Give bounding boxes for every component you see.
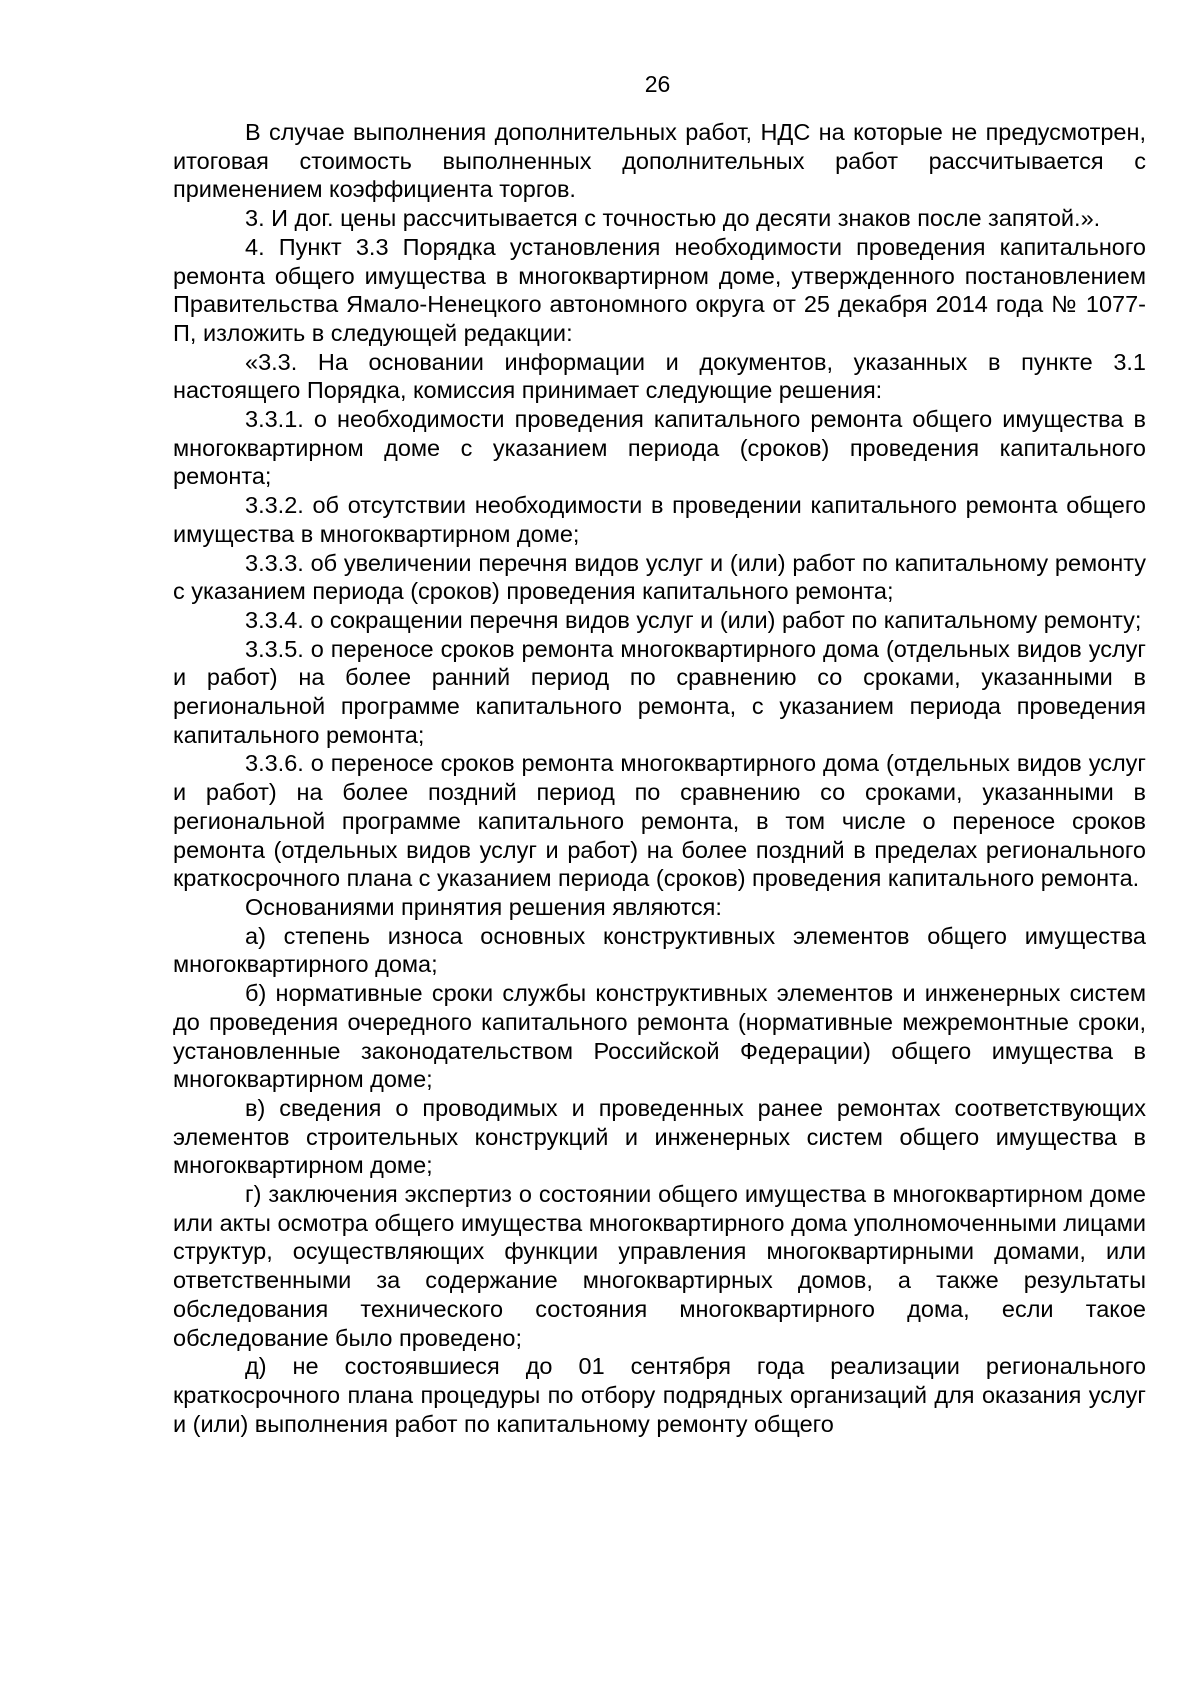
paragraph: 3.3.4. о сокращении перечня видов услуг и (или) работ по капитальному ремонту; <box>245 606 1142 633</box>
paragraph: 4. Пункт 3.3 Порядка установления необходимости проведения капитального ремонта общего имущества в многоквартирном доме, утвержденного постановлением Правительства Ямало-Ненецкого автономного округа от 25 декабря 2014 года № 1077-П, изложить в следующей редакции: <box>173 233 1146 346</box>
paragraph: 3.3.2. об отсутствии необходимости в проведении капитального ремонта общего имущества в многоквартирном доме; <box>173 492 1146 547</box>
paragraph: 3.3.6. о переносе сроков ремонта многоквартирного дома (отдельных видов услуг и работ) на более поздний период по сравнению со сроками, указанными в региональной программе капитального ремонта, в том числе о переносе сроков ремонта (отдельных видов услуг и работ) на более поздний в пределах регионального краткосрочного плана с указанием периода (сроков) проведения капитального ремонта. <box>173 750 1146 892</box>
paragraph: б) нормативные сроки службы конструктивных элементов и инженерных систем до проведения очередного капитального ремонта (нормативные межремонтные сроки, установленные законодательством Российской Федерации) общего имущества в многоквартирном доме; <box>173 980 1146 1093</box>
document-body <box>173 118 1146 1438</box>
paragraph: 3.3.1. о необходимости проведения капитального ремонта общего имущества в многоквартирном доме с указанием периода (сроков) проведения капитального ремонта; <box>173 406 1146 490</box>
paragraph: в) сведения о проводимых и проведенных ранее ремонтах соответствующих элементов строительных конструкций и инженерных систем общего имущества в многоквартирном доме; <box>173 1094 1146 1179</box>
paragraph: В случае выполнения дополнительных работ, НДС на которые не предусмотрен, итоговая стоимость выполненных дополнительных работ рассчитывается с применением коэффициента торгов. <box>173 119 1146 203</box>
page-number: 26 <box>644 71 671 97</box>
paragraph: д) не состоявшиеся до 01 сентября года реализации регионального краткосрочного плана процедуры по отбору подрядных организаций для оказания услуг и (или) выполнения работ по капитальному ремонту общего <box>173 1353 1146 1437</box>
paragraph: 3.3.3. об увеличении перечня видов услуг и (или) работ по капитальному ремонту с указанием периода (сроков) проведения капитального ремонта; <box>173 549 1146 605</box>
paragraph: Основаниями принятия решения являются: <box>245 893 722 920</box>
paragraph: 3. И дог. цены рассчитывается с точностью до десяти знаков после запятой.». <box>245 205 1101 232</box>
paragraph: а) степень износа основных конструктивных элементов общего имущества многоквартирного дома; <box>173 922 1146 978</box>
paragraph: г) заключения экспертиз о состоянии общего имущества в многоквартирном доме или акты осмотра общего имущества многоквартирного дома уполномоченными лицами структур, осуществляющих функции управления многоквартирными домами, или ответственными за содержание многоквартирных домов, а также результаты обследования технического состояния многоквартирного дома, если такое обследование было проведено; <box>173 1181 1146 1351</box>
paragraph: «3.3. На основании информации и документов, указанных в пункте 3.1 настоящего Порядка, комиссия принимает следующие решения: <box>173 348 1146 404</box>
paragraph: 3.3.5. о переносе сроков ремонта многоквартирного дома (отдельных видов услуг и работ) на более ранний период по сравнению со сроками, указанными в региональной программе капитального ремонта, с указанием периода проведения капитального ремонта; <box>173 635 1146 748</box>
